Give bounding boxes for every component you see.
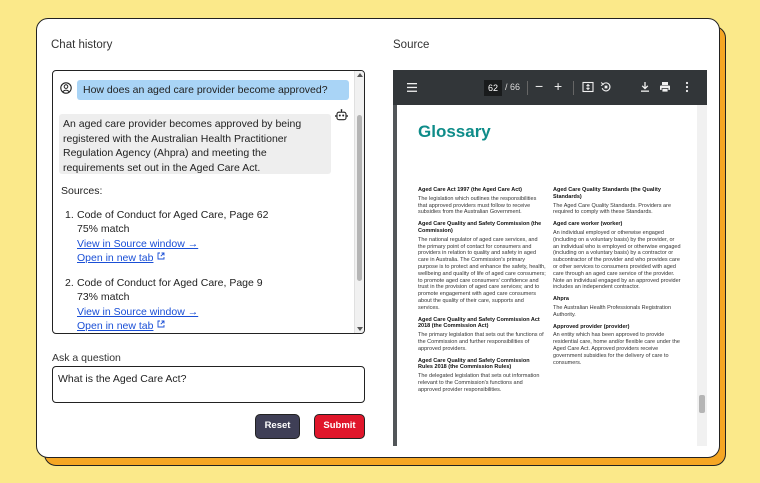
- print-icon[interactable]: [659, 81, 671, 93]
- toolbar-divider: [573, 81, 574, 95]
- glossary-definition: The Australian Health Professionals Registration Authority.: [553, 304, 672, 318]
- open-in-new-tab-link[interactable]: Open in new tab: [77, 320, 154, 333]
- open-in-new-tab-link[interactable]: Open in new tab: [77, 251, 154, 264]
- source-match: 73% match: [77, 291, 130, 304]
- fit-to-page-icon[interactable]: [582, 81, 594, 93]
- scroll-down-arrow-icon[interactable]: [357, 327, 363, 331]
- chat-scroll-thumb[interactable]: [357, 115, 362, 281]
- page-separator: /: [505, 82, 508, 92]
- chat-messages: [53, 71, 354, 333]
- toolbar-divider: [527, 81, 528, 95]
- more-vertical-icon[interactable]: [681, 81, 693, 93]
- external-link-icon[interactable]: [157, 320, 165, 328]
- view-in-source-link[interactable]: View in Source window →: [77, 237, 199, 250]
- download-icon[interactable]: [639, 81, 651, 93]
- total-pages: 66: [510, 82, 521, 92]
- glossary-term: Approved provider (provider): [553, 323, 630, 330]
- glossary-right-column: [553, 187, 681, 366]
- glossary-definition: The national regulator of aged care services, and the primary point of contact for consumers and providers in relation to quality and safety in aged care in Australia. The Commission's primary purpose is to protect and enhance the safety, health, wellbeing and quality of life of aged care consumers; to promote aged care consumers' confidence and trust in the provision of aged care services; and to promote engagement with aged care consumers about the quality of their care, supports and services.: [418, 236, 546, 311]
- source-number: 1.: [65, 209, 74, 221]
- main-card: [36, 18, 720, 458]
- source-title: Source: [393, 39, 430, 51]
- glossary-definition: The primary legislation that sets out the functions of the Commission and further responsibilities of approved providers.: [418, 332, 544, 352]
- question-input[interactable]: What is the Aged Care Act?: [52, 366, 365, 403]
- glossary-term: Aged Care Quality and Safety Commission (the Commission): [418, 221, 542, 234]
- zoom-out-button[interactable]: −: [535, 78, 544, 94]
- user-message: How does an aged care provider become approved?: [77, 80, 349, 100]
- source-item: [65, 208, 268, 265]
- glossary-definition: The delegated legislation that sets out information relevant to the Commission's functions and approved provider responsibilities.: [418, 373, 540, 393]
- glossary-term: Aged Care Quality Standards (the Quality Standards): [553, 187, 661, 200]
- glossary-definition: The Aged Care Quality Standards. Providers are required to comply with these Standards.: [553, 202, 672, 216]
- zoom-in-button[interactable]: +: [554, 78, 563, 94]
- glossary-term: Aged Care Act 1997 (the Aged Care Act): [418, 187, 522, 193]
- glossary-heading: Glossary: [418, 122, 491, 141]
- source-number: 2.: [65, 277, 74, 290]
- pdf-toolbar: [393, 70, 707, 105]
- glossary-left-column: [418, 187, 546, 394]
- chat-history-title: Chat history: [51, 39, 113, 51]
- source-title-text: Code of Conduct for Aged Care, Page 9: [77, 277, 263, 290]
- submit-button[interactable]: Submit: [314, 414, 365, 439]
- user-circle-icon: [60, 82, 72, 94]
- ask-question-label: Ask a question: [52, 352, 121, 364]
- glossary-term: Aged Care Quality and Safety Commission Rules 2018 (the Commission Rules): [418, 357, 530, 371]
- source-match: 75% match: [77, 223, 130, 236]
- scroll-up-arrow-icon[interactable]: [357, 73, 363, 77]
- hamburger-menu-icon[interactable]: [407, 83, 417, 92]
- robot-icon: [335, 109, 348, 122]
- chat-scrollbar[interactable]: [354, 71, 364, 333]
- pdf-scrollbar[interactable]: [697, 105, 707, 446]
- source-item: [65, 276, 268, 333]
- pdf-page: [397, 105, 697, 446]
- glossary-definition: An entity which has been approved to provide residential care, home and/or flexible care under the Aged Care Act. Approved providers receive government subsidies for the delivery of care to consumers.: [553, 332, 680, 366]
- sources-list: [65, 208, 268, 333]
- current-page-input[interactable]: 62: [484, 80, 502, 96]
- glossary-definition: The legislation which outlines the responsibilities that approved providers must follow to receive subsidies from the Australian Government.: [418, 195, 537, 216]
- glossary-term: Aged Care Quality and Safety Commission Act 2018 (the Commission Act): [418, 316, 540, 330]
- sources-label: Sources:: [61, 185, 103, 197]
- chat-history-panel[interactable]: [52, 70, 365, 334]
- rotate-icon[interactable]: [600, 81, 612, 93]
- source-title-text: Code of Conduct for Aged Care, Page 62: [77, 209, 269, 221]
- bot-message: An aged care provider becomes approved by being registered with the Australian Health Practitioner Regulation Agency (Ahpra) and meeting the requirements set out in the Aged Care Act.: [59, 114, 331, 174]
- glossary-term: Aged care worker (worker): [553, 221, 623, 228]
- reset-button[interactable]: Reset: [255, 414, 300, 439]
- view-in-source-link[interactable]: View in Source window →: [77, 305, 199, 318]
- external-link-icon[interactable]: [157, 252, 165, 260]
- glossary-term: Ahpra: [553, 296, 569, 303]
- glossary-definition: An individual employed or otherwise engaged (including on a voluntary basis) by the provider, or an individual who is employed or otherwise engaged (including on a voluntary basis) by a contractor or subcontractor of the provider and who provides care or other services to consumers provided with aged care through an aged care service of the provider. Note an individual engaged by an approved provider includes an independent contractor.: [553, 229, 681, 291]
- pdf-viewer[interactable]: [393, 70, 707, 446]
- pdf-scroll-thumb[interactable]: [699, 395, 705, 413]
